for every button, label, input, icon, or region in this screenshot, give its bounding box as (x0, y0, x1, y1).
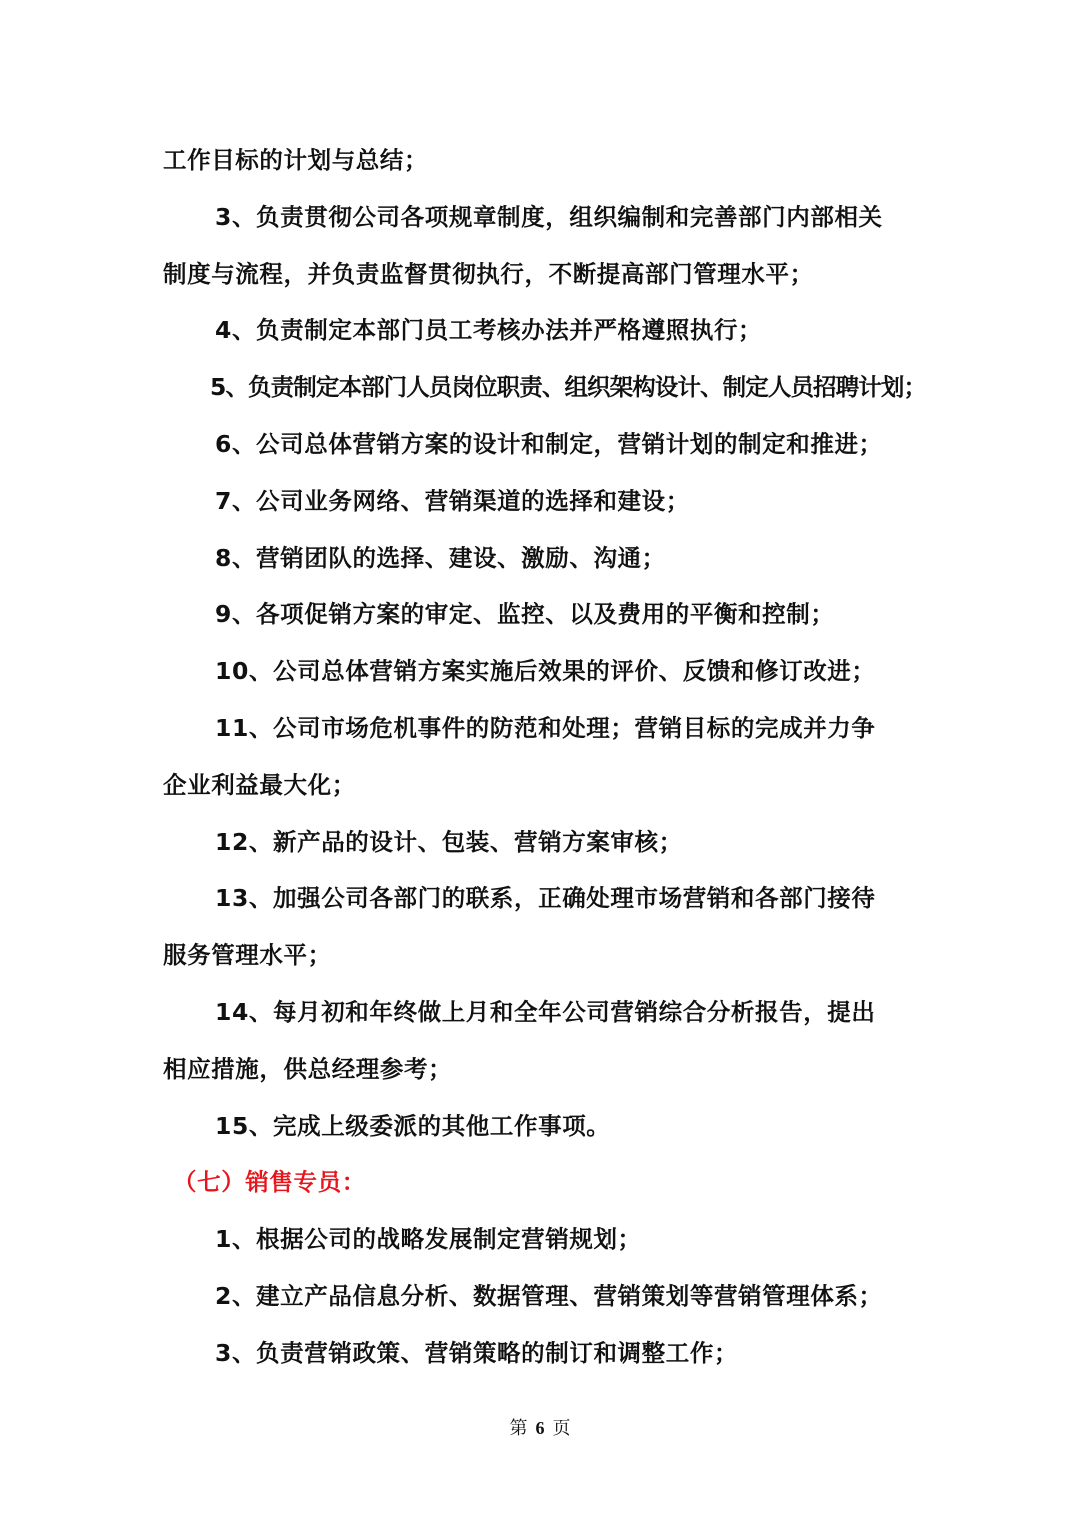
list-item-4: 4、负责制定本部门员工考核办法并严格遵照执行； (215, 316, 763, 345)
text-line: 制度与流程，并负责监督贯彻执行，不断提高部门管理水平； (163, 259, 814, 288)
list-item-12: 12、新产品的设计、包装、营销方案审核； (215, 827, 683, 856)
list-item-1: 1、根据公司的战略发展制定营销规划； (215, 1225, 642, 1254)
list-item-8: 8、营销团队的选择、建设、激励、沟通； (215, 543, 666, 572)
document-body (163, 132, 927, 1382)
list-item-13: 13、加强公司各部门的联系，正确处理市场营销和各部门接待 (215, 884, 876, 913)
list-item-3: 3、负责贯彻公司各项规章制度，组织编制和完善部门内部相关 (215, 202, 883, 231)
page-number-prefix: 第 (509, 1418, 528, 1438)
section-heading: （七）销售专员： (173, 1168, 366, 1197)
page-number-suffix: 页 (552, 1418, 571, 1438)
list-item-14: 14、每月初和年终做上月和全年公司营销综合分析报告，提出 (215, 997, 876, 1026)
page-footer (0, 1414, 1080, 1440)
text-line: 服务管理水平； (163, 941, 332, 970)
list-item-5: 5、负责制定本部门人员岗位职责、组织架构设计、制定人员招聘计划； (210, 373, 927, 402)
list-item-3: 3、负责营销政策、营销策略的制订和调整工作； (215, 1338, 739, 1367)
text-line: 企业利益最大化； (163, 770, 356, 799)
text-line: 工作目标的计划与总结； (163, 146, 429, 174)
list-item-6: 6、公司总体营销方案的设计和制定，营销计划的制定和推进； (215, 429, 883, 458)
list-item-9: 9、各项促销方案的审定、监控、以及费用的平衡和控制； (215, 600, 835, 629)
list-item-2: 2、建立产品信息分析、数据管理、营销策划等营销管理体系； (215, 1281, 883, 1310)
page-number: 6 (535, 1418, 545, 1438)
text-line: 相应措施，供总经理参考； (163, 1054, 453, 1083)
list-item-10: 10、公司总体营销方案实施后效果的评价、反馈和修订改进； (215, 657, 876, 686)
list-item-11: 11、公司市场危机事件的防范和处理；营销目标的完成并力争 (215, 713, 876, 742)
list-item-7: 7、公司业务网络、营销渠道的选择和建设； (215, 486, 690, 515)
list-item-15: 15、完成上级委派的其他工作事项。 (215, 1111, 611, 1140)
